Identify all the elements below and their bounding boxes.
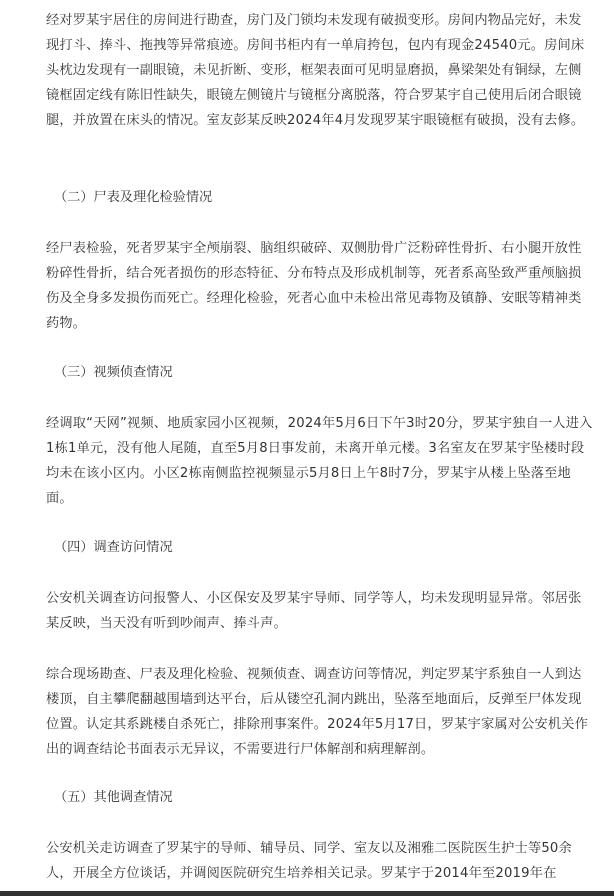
paragraph-video: 经调取“天网”视频、地质家园小区视频，2024年5月6日下午3时20分，罗某宇独自一人进入1栋1单元，没有他人尾随，直至5月8日事发前，未离开单元楼。3名室友在罗某宇坠楼时段均未在该小区内。小区2栋南侧监控视频显示5月8日上午8时7分，罗某宇从楼上坠落至地面。 <box>46 416 593 506</box>
heading-video: （三）视频侦查情况 <box>54 365 173 380</box>
paragraph-interviews: 公安机关调查访问报警人、小区保安及罗某宇导师、同学等人，均未发现明显异常。邻居张某反映，当天没有听到吵闹声、捧斗声。 <box>46 591 582 631</box>
paragraph-conclusion: 综合现场勘查、尸表及理化检验、视频侦查、调查访问等情况，判定罗某宇系独自一人到达楼顶，自主攀爬翻越围墙到达平台，后从镂空孔洞内跳出，坠落至地面后，反弹至尸体发现位置。认定其系跳楼自杀死亡，排除刑事案件。2024年5月17日，罗某宇家属对公安机关作出的调查结论书面表示无异议，不需要进行尸体解剖和病理解剖。 <box>46 667 589 757</box>
paragraph-autopsy: 经尸表检验，死者罗某宇全颅崩裂、脑组织破碎、双侧肋骨广泛粉碎性骨折、右小腿开放性粉碎性骨折，结合死者损伤的形态特征、分布特点及形成机制等，死者系高坠致严重颅脑损伤及全身多发损伤而死亡。经理化检验，死者心血中未检出常见毒物及镇静、安眠等精神类药物。 <box>46 241 582 331</box>
paragraph-other: 公安机关走访调查了罗某宇的导师、辅导员、同学、室友以及湘雅二医院医生护士等50余人，开展全方位谈话，并调阅医院研究生培养相关记录。罗某宇于2014年至2019年在 <box>46 841 572 881</box>
heading-other: （五）其他调查情况 <box>54 790 173 805</box>
bottom-edge-bar <box>0 891 614 896</box>
heading-interviews: （四）调查访问情况 <box>54 540 173 555</box>
paragraph-scene-inspection: 经对罗某宇居住的房间进行勘查，房门及门锁均未发现有破损变形。房间内物品完好，未发现打斗、捧斗、拖拽等异常痕迹。房间书柜内有一单肩挎包，包内有现金24540元。房间床头枕边发现有一副眼镜，未见折断、变形，框架表面可见明显磨损，鼻梁架处有铜绿，左侧镜框固定线有陈旧性缺失，眼镜左侧镜片与镜框分离脱落，符合罗某宇自己使用后闭合眼镜腿，并放置在床头的情况。室友彭某反映2024年4月发现罗某宇眼镜框有破损，没有去修。 <box>46 13 585 128</box>
heading-autopsy: （二）尸表及理化检验情况 <box>54 190 213 205</box>
